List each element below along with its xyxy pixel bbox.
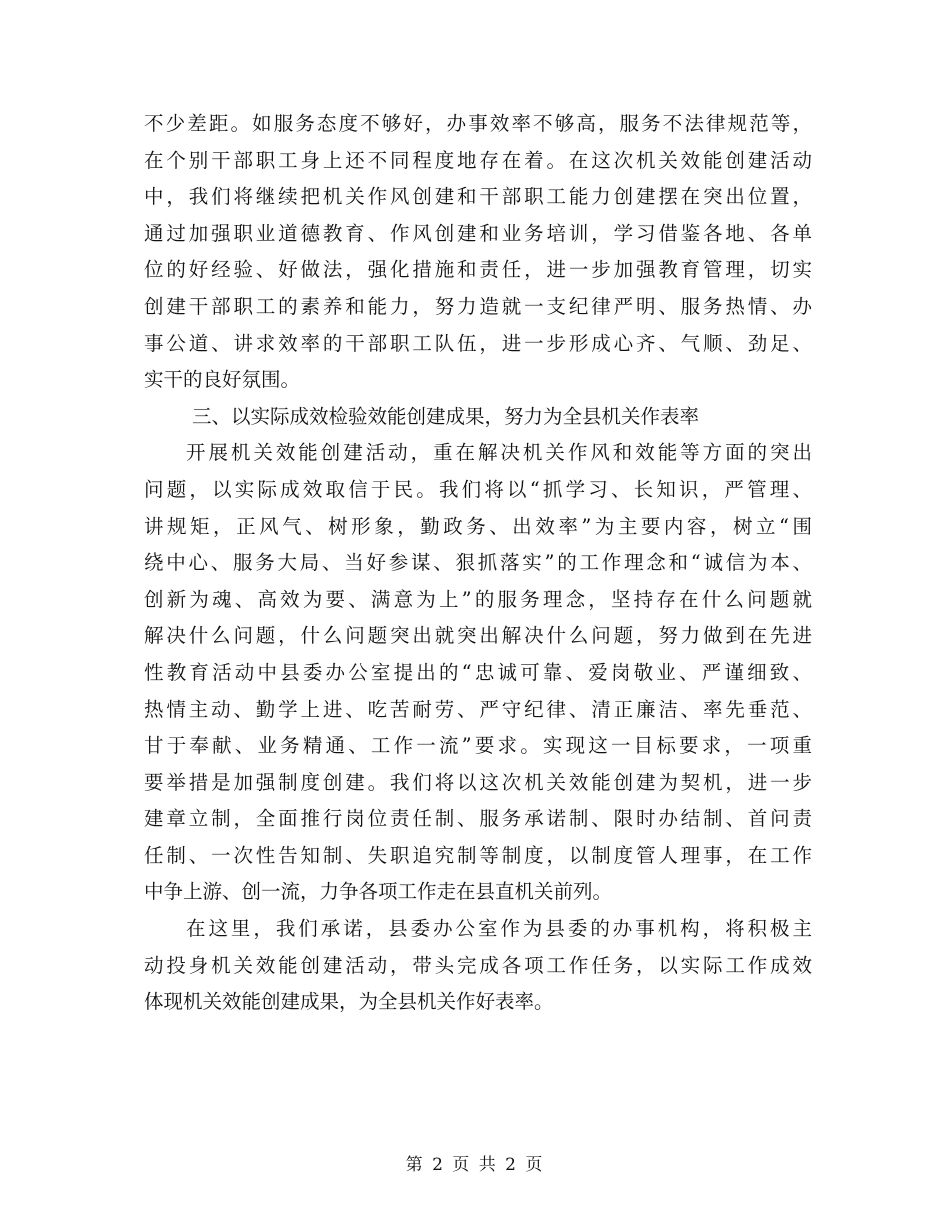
text-line: 不少差距。如服务态度不够好，办事效率不够高，服务不法律规范等，: [144, 112, 812, 135]
paragraph-section-three: [144, 435, 812, 911]
document-body: [144, 106, 812, 1021]
paragraph-commitment: [144, 911, 812, 1021]
text-line: 动投身机关效能创建活动，带头完成各项工作任务，以实际工作成效: [144, 953, 812, 977]
text-line: 要举措是加强制度创建。我们将以这次机关效能创建为契机，进一步: [144, 770, 812, 794]
text-line: 在这里，我们承诺，县委办公室作为县委的办事机构，将积极主: [186, 917, 812, 941]
section-heading: [144, 399, 812, 436]
text-line: 位的好经验、好做法，强化措施和责任，进一步加强教育管理，切实: [144, 258, 812, 282]
paragraph-continuation: [144, 106, 812, 399]
text-line: 讲规矩，正风气、树形象，勤政务、出效率”为主要内容，树立“围: [144, 514, 812, 538]
text-line: 创新为魂、高效为要、满意为上”的服务理念，坚持存在什么问题就: [144, 587, 812, 611]
text-line: 解决什么问题，什么问题突出就突出解决什么问题，努力做到在先进: [144, 624, 812, 648]
text-line: 中，我们将继续把机关作风创建和干部职工能力创建摆在突出位置，: [144, 185, 812, 209]
text-line: 通过加强职业道德教育、作风创建和业务培训，学习借鉴各地、各单: [144, 221, 812, 245]
text-line: 问题，以实际成效取信于民。我们将以“抓学习、长知识，严管理、: [144, 477, 812, 501]
page-footer: 第 2 页 共 2 页: [405, 1155, 545, 1175]
text-line: 建章立制，全面推行岗位责任制、服务承诺制、限时办结制、首问责: [144, 807, 812, 831]
text-line: 甘于奉献、业务精通、工作一流”要求。实现这一目标要求，一项重: [144, 734, 812, 758]
text-line: 热情主动、勤学上进、吃苦耐劳、严守纪律、清正廉洁、率先垂范、: [144, 697, 812, 721]
text-line: 体现机关效能创建成果，为全县机关作好表率。: [144, 990, 554, 1014]
text-line: 任制、一次性告知制、失职追究制等制度，以制度管人理事，在工作: [144, 843, 812, 867]
text-line: 事公道、讲求效率的干部职工队伍，进一步形成心齐、气顺、劲足、: [144, 331, 812, 355]
text-line: 绕中心、服务大局、当好参谋、狠抓落实”的工作理念和“诚信为本、: [144, 551, 812, 575]
text-line: 中争上游、创一流，力争各项工作走在县直机关前列。: [144, 880, 613, 904]
text-line: 创建干部职工的素养和能力，努力造就一支纪律严明、服务热情、办: [144, 294, 812, 318]
text-line: 开展机关效能创建活动，重在解决机关作风和效能等方面的突出: [186, 441, 812, 465]
heading-line: 三、以实际成效检验效能创建成果，努力为全县机关作表率: [192, 404, 700, 428]
text-line: 性教育活动中县委办公室提出的“忠诚可靠、爱岗敬业、严谨细致、: [144, 660, 812, 684]
text-line: 实干的良好氛围。: [144, 368, 301, 392]
text-line: 在个别干部职工身上还不同程度地存在着。在这次机关效能创建活动: [144, 148, 812, 172]
